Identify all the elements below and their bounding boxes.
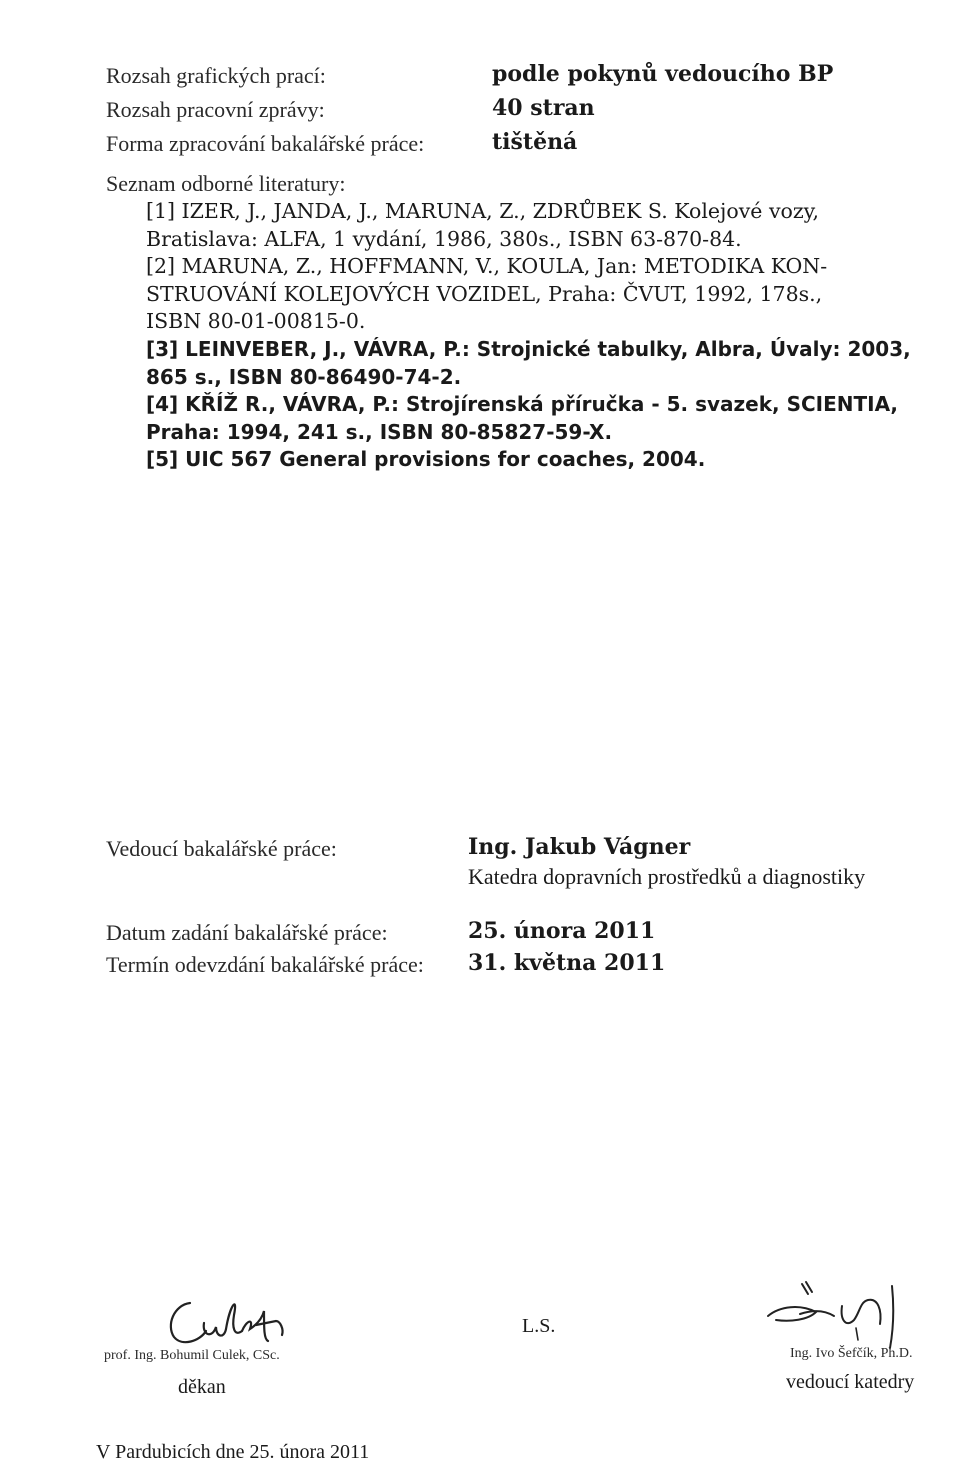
reference-line: STRUOVÁNÍ KOLEJOVÝCH VOZIDEL, Praha: ČVUT, 1992, 178s., [146, 281, 823, 306]
reference-line: 865 s., ISBN 80-86490-74-2. [146, 364, 462, 389]
scope-graphics-value: podle pokynů vedoucího BP [492, 61, 834, 87]
reference-line: [3] LEINVEBER, J., VÁVRA, P.: Strojnické tabulky, Albra, Úvaly: 2003, [146, 336, 911, 361]
head-role: vedoucí katedry [786, 1371, 915, 1393]
reference-item [146, 446, 958, 474]
scope-graphics-label: Rozsah grafických prací: [106, 63, 326, 88]
reference-line: [4] KŘÍŽ R., VÁVRA, P.: Strojírenská příručka - 5. svazek, SCIENTIA, [146, 392, 899, 417]
submission-date-label: Termín odevzdání bakalářské práce: [106, 952, 424, 977]
reference-line: [1] IZER, J., JANDA, J., MARUNA, Z., ZDRŮBEK S. Kolejové vozy, [146, 199, 820, 223]
assignment-date-value: 25. února 2011 [468, 918, 656, 944]
reference-line: Bratislava: ALFA, 1 vydání, 1986, 380s., ISBN 63-870-84. [146, 226, 742, 251]
place-date: V Pardubicích dne 25. února 2011 [96, 1441, 370, 1463]
reference-line: Praha: 1994, 241 s., ISBN 80-85827-59-X. [146, 419, 613, 444]
head-signature-icon [760, 1276, 920, 1356]
submission-date-value: 31. května 2011 [468, 950, 666, 976]
thesis-form-value: tištěná [492, 129, 578, 155]
reference-line: [5] UIC 567 General provisions for coaches, 2004. [146, 447, 706, 472]
reference-line: [2] MARUNA, Z., HOFFMANN, V., KOULA, Jan: METODIKA KON- [146, 254, 828, 279]
literature-title: Seznam odborné literatury: [106, 171, 346, 196]
reference-item [146, 391, 958, 446]
reference-item [146, 198, 958, 253]
reference-line: ISBN 80-01-00815-0. [146, 309, 366, 334]
reference-item [146, 253, 958, 336]
dean-signature-icon [160, 1285, 300, 1355]
reference-list [146, 198, 958, 474]
head-name: Ing. Ivo Šefčík, Ph.D. [790, 1346, 913, 1361]
scope-report-value: 40 stran [492, 95, 595, 121]
supervisor-department: Katedra dopravních prostředků a diagnostiky [468, 864, 866, 889]
dean-name: prof. Ing. Bohumil Culek, CSc. [104, 1348, 280, 1363]
reference-item [146, 336, 958, 391]
supervisor-label: Vedoucí bakalářské práce: [106, 836, 337, 861]
thesis-form-label: Forma zpracování bakalářské práce: [106, 131, 425, 156]
dean-role: děkan [178, 1376, 226, 1398]
assignment-date-label: Datum zadání bakalářské práce: [106, 920, 388, 945]
supervisor-name: Ing. Jakub Vágner [468, 834, 691, 860]
stamp-mark: L.S. [522, 1315, 556, 1337]
scope-report-label: Rozsah pracovní zprávy: [106, 97, 325, 122]
